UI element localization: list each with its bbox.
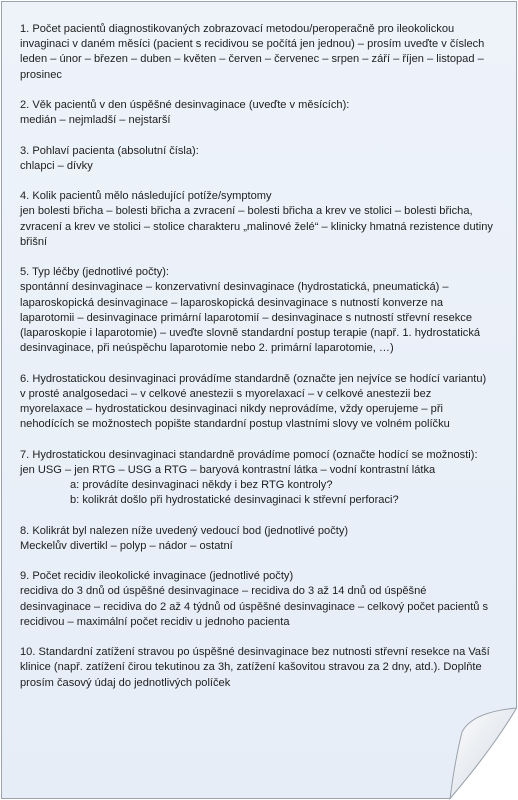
question-title: 6. Hydrostatickou desinvaginaci provádíme standardně (označte jen nejvíce se hodící variantu)	[20, 372, 487, 385]
question-title: 1. Počet pacientů diagnostikovaných zobrazovací metodou/peroperačně pro ileokolickou invaginaci v daném měsíci (pacient s recidivou se počítá jen jednou) – prosím uveďte v číslech	[20, 23, 485, 51]
question-6	[20, 372, 496, 433]
question-title: 5. Typ léčby (jednotlivé počty):	[20, 266, 170, 279]
sub-question: b: kolikrát došlo při hydrostatické desinvaginaci k střevní perforaci?	[70, 494, 399, 507]
question-title: 9. Počet recidiv ileokolické invaginace (jednotlivé počty)	[20, 570, 294, 583]
sub-question: a: provádíte desinvaginaci někdy i bez RTG kontroly?	[70, 479, 333, 491]
question-list	[20, 22, 496, 706]
answer-options: medián – nejmladší – nejstarší	[20, 114, 171, 127]
answer-options: spontánní desinvaginace – konzervativní desinvaginace (hydrostatická, pneumatická) – laparoskopická desinvaginace – laparoskopická desinvaginace s nutností konverze na laparotomii – desinvaginace primární laparotomií – desinvaginace s nutností střevní resekce (laparoskopie i laparotomie) – uveďte slovně standardní postup terapie (např. 1. hydrostatická desinvaginace, při neúspěchu laparotomie nebo 2. primární laparotomie, …)	[20, 281, 481, 355]
answer-options: recidiva do 3 dnů od úspěšné desinvaginace – recidiva do 3 až 14 dnů od úspěšné desinvaginace – recidiva do 2 až 4 týdnů od úspěšné desinvaginace – celkový počet pacientů s recidivou – maximální počet recidiv u jednoho pacienta	[20, 585, 489, 628]
question-title: 7. Hydrostatickou desinvaginaci standardně provádíme pomocí (označte hodící se možnosti):	[20, 448, 478, 461]
question-4	[20, 189, 496, 250]
question-7	[20, 448, 496, 509]
answer-options: jen bolesti břicha – bolesti břicha a zvracení – bolesti břicha a krev ve stolici – bolesti břicha, zvracení a krev ve stolici – stolice charakteru „malinové želé“ – klinicky hmatná rezistence dutiny břišní	[20, 205, 493, 248]
question-9	[20, 569, 496, 630]
question-title: 10. Standardní zatížení stravou po úspěšné desinvaginace bez nutnosti střevní resekce na Vaší klinice (např. zatížení čirou tekutinou za 3h, zatížení kašovitou stravou za 2 dny, atd.). Doplňte prosím časový údaj do jednotlivých políček	[20, 646, 490, 689]
question-5	[20, 265, 496, 356]
question-10	[20, 645, 496, 691]
answer-options: leden – únor – březen – duben – květen – červen – červenec – srpen – září – říjen – listopad – prosinec	[20, 53, 484, 81]
question-8	[20, 524, 496, 554]
question-1	[20, 22, 496, 83]
answer-options: jen USG – jen RTG – USG a RTG – baryová kontrastní látka – vodní kontrastní látka	[20, 463, 436, 476]
question-3	[20, 144, 496, 174]
question-2	[20, 98, 496, 128]
answer-options: Meckelův divertikl – polyp – nádor – ostatní	[20, 539, 233, 552]
question-title: 4. Kolik pacientů mělo následující potíže/symptomy	[20, 190, 272, 203]
question-title: 2. Věk pacientů v den úspěšné desinvaginace (uveďte v měsících):	[20, 99, 350, 111]
question-title: 8. Kolikrát byl nalezen níže uvedený vedoucí bod (jednotlivé počty)	[20, 524, 349, 537]
question-title: 3. Pohlaví pacienta (absolutní čísla):	[20, 144, 199, 157]
answer-options: chlapci – dívky	[20, 159, 93, 172]
answer-options: v prosté analgosedaci – v celkové anestezii s myorelaxací – v celkové anestezii bez myorelaxace – hydrostatickou desinvaginaci nikdy neprovádíme, vždy operujeme – při nehodících se možnostech popište standardní postup vlastními slovy ve volném políčku	[20, 387, 450, 431]
